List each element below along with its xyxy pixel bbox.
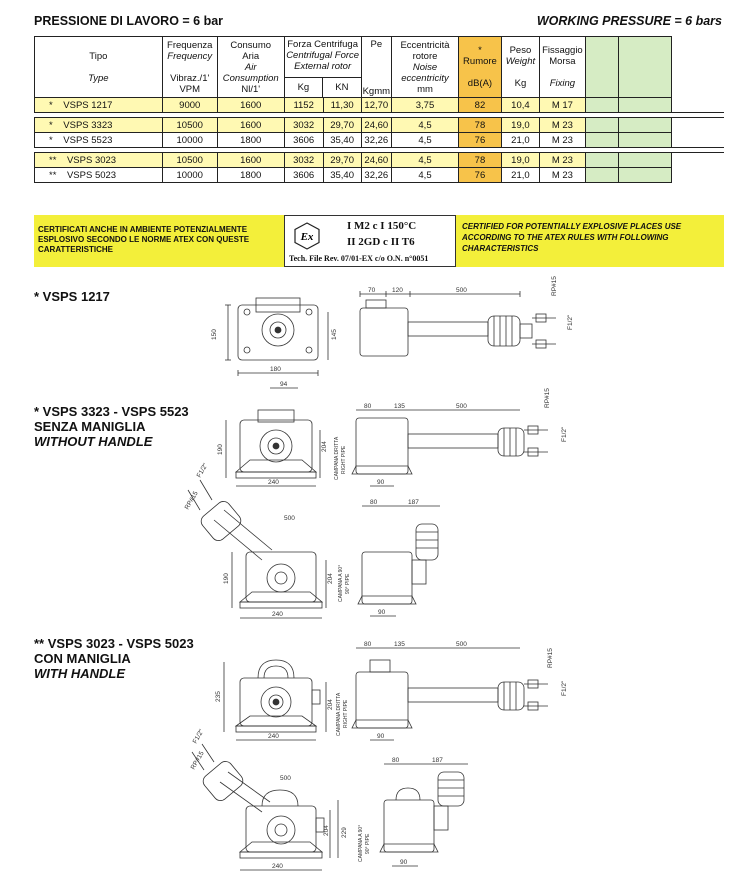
table-row: * VSPS 5523 10000 1800 3606 35,40 32,26 4,5 76 21,0 M 23 [35,133,725,148]
drawing-vsps1217-front [211,298,338,388]
svg-text:CAMPANA DRITTA: CAMPANA DRITTA [334,436,340,480]
svg-text:RIGHT PIPE: RIGHT PIPE [343,699,349,728]
svg-text:F1/2": F1/2" [561,426,568,442]
svg-text:90: 90 [377,479,385,486]
col-consumption: Consumo Aria Air Consumption Nl/1' [217,37,284,98]
drawing-vsps1217-side [360,276,574,356]
col-centrifugal-force: Forza Centrifuga Centrifugal Force External rotor Kg KN [284,37,361,98]
svg-text:145: 145 [331,329,338,340]
svg-text:F1/2": F1/2" [561,680,568,696]
drawing-5523-side [338,499,440,616]
col-tipo: Tipo Type [35,37,163,98]
svg-text:80: 80 [392,757,400,764]
svg-text:F1/2": F1/2" [567,314,574,330]
svg-text:70: 70 [368,287,376,294]
svg-text:240: 240 [272,611,283,618]
svg-text:240: 240 [268,733,279,740]
drawing-5023-side [358,757,468,866]
svg-text:RP#15: RP#15 [547,648,554,668]
col-pe: Pe Kgmm [361,37,391,98]
svg-text:135: 135 [394,641,405,648]
drawing-3323-front [217,410,328,486]
table-row: ** VSPS 3023 10500 1600 3032 29,70 24,60 4,5 78 19,0 M 23 [35,153,725,168]
working-pressure-it: PRESSIONE DI LAVORO = 6 bar [34,14,224,28]
svg-text:204: 204 [327,699,334,710]
svg-text:90: 90 [377,733,385,740]
svg-text:Ex: Ex [300,231,314,243]
drawing-3323-side [334,388,568,486]
col-fixing: Fissaggio Morsa Fixing [539,37,585,98]
col-frequency: Frequenza Frequency Vibraz./1' VPM [162,37,217,98]
svg-text:80: 80 [364,403,372,410]
svg-text:F1/2": F1/2" [195,462,210,479]
svg-text:RP#15: RP#15 [183,490,200,511]
svg-text:CAMPANA DRITTA: CAMPANA DRITTA [336,692,342,736]
table-row: * VSPS 1217 9000 1600 1152 11,30 12,70 3,75 82 10,4 M 17 [35,98,725,113]
svg-text:RP#15: RP#15 [551,276,558,296]
drawing-3023-side [336,641,568,740]
svg-text:80: 80 [370,499,378,506]
svg-text:500: 500 [456,287,467,294]
table-row: ** VSPS 5023 10000 1800 3606 35,40 32,26 4,5 76 21,0 M 23 [35,168,725,183]
section-title-without-handle: * VSPS 3323 - VSPS 5523 SENZA MANIGLIA WITHOUT HANDLE [34,404,189,449]
atex-text-it: CERTIFICATI ANCHE IN AMBIENTE POTENZIALMENTE ESPLOSIVO SECONDO LE NORME ATEX CON QUESTE CARATTERISTICHE [38,225,250,254]
svg-text:94: 94 [280,381,288,388]
svg-text:187: 187 [408,499,419,506]
svg-text:500: 500 [456,403,467,410]
svg-text:500: 500 [284,515,295,522]
svg-text:240: 240 [268,479,279,486]
section-title-with-handle: ** VSPS 3023 - VSPS 5023 CON MANIGLIA WITH HANDLE [34,636,194,681]
svg-text:RIGHT PIPE: RIGHT PIPE [341,445,347,474]
svg-text:229: 229 [341,827,348,838]
svg-text:F1/2": F1/2" [191,728,206,745]
svg-text:120: 120 [392,287,403,294]
col-eccentricity: Eccentricità rotore Noise eccentricity mm [392,37,459,98]
table-row: * VSPS 3323 10500 1600 3032 29,70 24,60 4,5 78 19,0 M 23 [35,118,725,133]
svg-text:204: 204 [327,573,334,584]
col-noise: * Rumore dB(A) [458,37,501,98]
drawing-3023-front [215,660,334,740]
svg-text:90° PIPE: 90° PIPE [345,573,351,594]
drawing-5023-front [190,728,348,870]
drawing-5523-front [184,462,334,618]
svg-text:80: 80 [364,641,372,648]
atex-marking-1: I M2 c I 150°C [347,220,417,232]
svg-text:RP#15: RP#15 [189,750,206,771]
svg-text:CAMPANA A 90°: CAMPANA A 90° [338,564,344,602]
svg-text:CAMPANA A 90°: CAMPANA A 90° [358,824,364,862]
svg-text:240: 240 [272,863,283,870]
svg-text:135: 135 [394,403,405,410]
svg-text:235: 235 [215,691,222,702]
svg-text:RP#15: RP#15 [544,388,551,408]
working-pressure-en: WORKING PRESSURE = 6 bars [536,14,722,28]
svg-text:204: 204 [321,441,328,452]
atex-marking-2: II 2GD c II T6 [347,236,415,248]
svg-text:180: 180 [270,366,281,373]
svg-text:500: 500 [456,641,467,648]
svg-text:90° PIPE: 90° PIPE [365,833,371,854]
atex-text-en: CERTIFIED FOR POTENTIALLY EXPLOSIVE PLACES USE ACCORDING TO THE ATEX RULES WITH FOLLOWING CHARACTERISTICS [462,222,682,253]
svg-text:500: 500 [280,775,291,782]
svg-text:190: 190 [217,444,224,455]
col-weight: Peso Weight Kg [501,37,539,98]
tech-file-ref: Tech. File Rev. 07/01-EX c/o O.N. n°0051 [289,254,429,263]
svg-text:204: 204 [323,825,330,836]
svg-text:190: 190 [223,573,230,584]
svg-text:187: 187 [432,757,443,764]
svg-text:150: 150 [211,329,218,340]
svg-text:90: 90 [400,859,408,866]
section-title-vsps1217: * VSPS 1217 [34,289,110,304]
svg-text:90: 90 [378,609,386,616]
